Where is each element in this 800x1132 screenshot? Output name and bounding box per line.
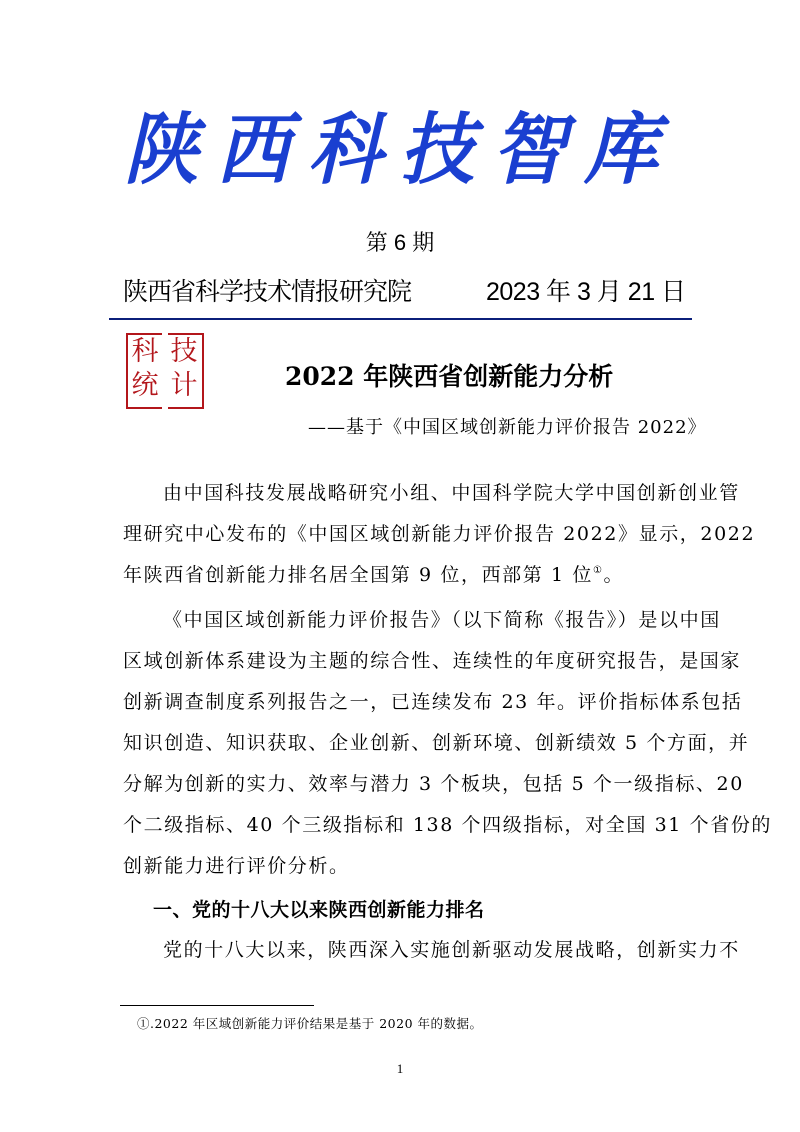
masthead-title: 陕西科技智库 [124, 104, 676, 196]
section-heading: 一、党的十八大以来陕西创新能力排名 [153, 899, 485, 921]
text-line: 《中国区域创新能力评价报告》（以下简称《报告》）是以中国 [163, 609, 721, 631]
publisher-organization: 陕西省科学技术情报研究院 [123, 278, 412, 306]
text-line: 知识创造、知识获取、企业创新、创新环境、创新绩效 5 个方面，并 [123, 732, 750, 754]
publish-date: 2023 年 3 月 21 日 [486, 278, 686, 306]
text-line-with-footnote [123, 555, 683, 596]
text-tail: 。 [603, 564, 625, 586]
text-line: 理研究中心发布的《中国区域创新能力评价报告 2022》显示，2022 [123, 523, 756, 545]
text-line: 年陕西省创新能力排名居全国第 9 位，西部第 1 位 [123, 564, 593, 586]
stamp-char: 技 [170, 336, 198, 367]
paragraph-1 [123, 473, 756, 596]
text-line: 分解为创新的实力、效率与潜力 3 个板块，包括 5 个一级指标、20 [123, 773, 744, 795]
stamp-char: 计 [170, 370, 198, 401]
stamp-char: 统 [131, 370, 159, 401]
paragraph-2 [123, 600, 773, 887]
text-line: 创新能力进行评价分析。 [123, 855, 350, 877]
footnote-divider [120, 1005, 314, 1006]
text-line: 创新调查制度系列报告之一，已连续发布 23 年。评价指标体系包括 [123, 691, 743, 713]
page-number: 1 [396, 1061, 404, 1076]
article-subtitle: ——基于《中国区域创新能力评价报告 2022》 [308, 417, 707, 438]
text-line: 由中国科技发展战略研究小组、中国科学院大学中国创新创业管 [163, 482, 740, 504]
footnote-text: ①.2022 年区域创新能力评价结果是基于 2020 年的数据。 [137, 1016, 483, 1031]
text-line: 个二级指标、40 个三级指标和 138 个四级指标，对全国 31 个省份的 [123, 814, 773, 836]
article-title: 2022 年陕西省创新能力分析 [285, 362, 614, 391]
header-divider [109, 318, 692, 320]
issue-number: 第 6 期 [365, 230, 435, 255]
text-line: 区域创新体系建设为主题的综合性、连续性的年度研究报告，是国家 [123, 650, 742, 672]
stamp-char: 科 [131, 336, 159, 367]
paragraph-3 [123, 930, 740, 971]
text-line: 党的十八大以来，陕西深入实施创新驱动发展战略，创新实力不 [163, 939, 740, 961]
footnote-ref-link[interactable]: ① [592, 565, 604, 576]
stamp-logo-icon [126, 333, 206, 409]
